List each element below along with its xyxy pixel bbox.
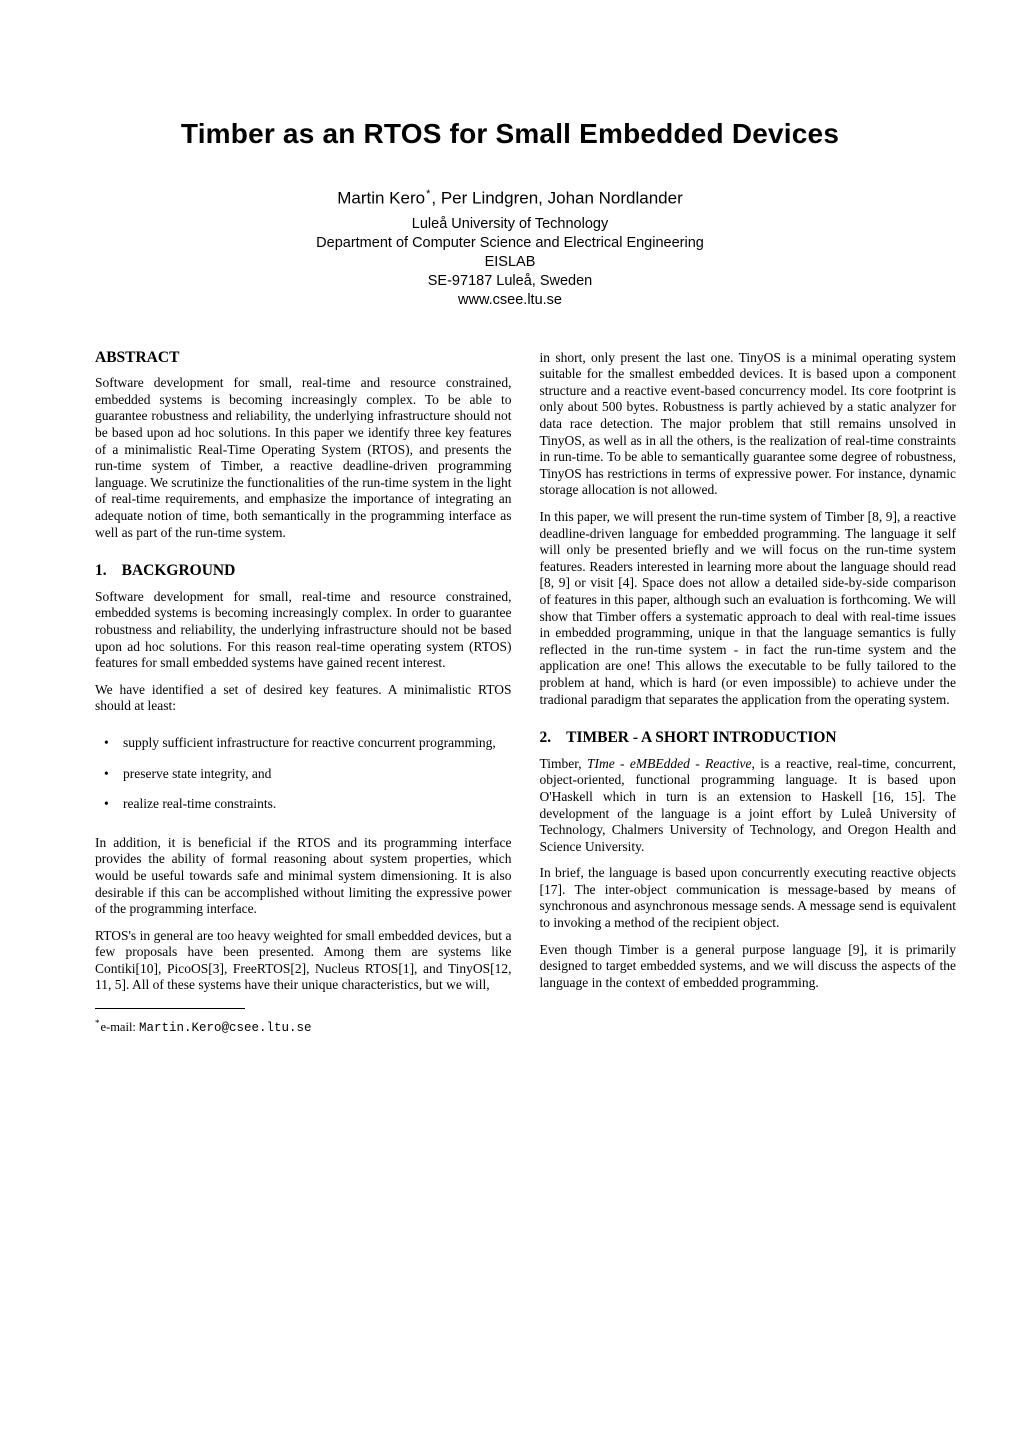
affiliation-line-department: Department of Computer Science and Electrical Engineering	[316, 234, 704, 251]
list-item	[95, 735, 512, 752]
list-item-text: supply sufficient infrastructure for reactive concurrent programming,	[123, 734, 496, 750]
affiliation-line-lab: EISLAB	[484, 253, 536, 270]
section2-heading	[540, 730, 957, 747]
paragraph: We have identified a set of desired key features. A minimalistic RTOS should at least:	[95, 681, 512, 714]
footnote-mark: *	[95, 1018, 100, 1029]
timber-acronym-italic: TIme - eMBEdded - Reactive	[586, 755, 752, 771]
list-item-text: preserve state integrity, and	[123, 765, 272, 781]
bullet-icon: •	[104, 765, 109, 781]
paragraph-text: , is a reactive, real-time, concurrent, object-oriented, functional programming language. It is based upon O'Haskell which in turn is an extension to Haskell [16, 15]. The development of the language is a joint effort by Luleå University of Technology, Chalmers University of Technology, and Oregon Health and Science University.	[539, 755, 956, 854]
section2-title: TIMBER - A SHORT INTRODUCTION	[566, 729, 837, 747]
section1-title: BACKGROUND	[121, 562, 236, 580]
section1-number: 1.	[95, 562, 107, 580]
footnote-rule	[95, 1008, 245, 1009]
bullet-icon: •	[104, 796, 109, 812]
affiliation-line-university: Luleå University of Technology	[411, 215, 609, 232]
author-name-main: Martin Kero	[337, 188, 426, 208]
abstract-heading: ABSTRACT	[95, 348, 180, 366]
affiliation-line-website: www.csee.ltu.se	[458, 291, 562, 308]
list-item	[95, 796, 512, 813]
paper-title: Timber as an RTOS for Small Embedded Devices	[180, 118, 840, 149]
paragraph: in short, only present the last one. TinyOS is a minimal operating system suitable for the smallest embedded devices. It is based upon a component structure and a reactive event-based concurrency model. Its core footprint is only about 500 bytes. Robustness is partly achieved by a static analyzer for data race detection. The major problem that still remains unsolved in TinyOS, as well as in all the others, is the realization of real-time constraints in run-time. To be able to semantically guarantee some degree of robustness, TinyOS has restrictions in terms of expressive power. For instance, dynamic storage allocation is not allowed.	[539, 349, 956, 498]
paragraph	[540, 756, 957, 856]
paragraph: RTOS's in general are too heavy weighted for small embedded devices, but a few proposals have been presented. Among them are systems like Contiki[10], PicoOS[3], FreeRTOS[2], Nucleus RTOS[1], and TinyOS[12, 11, 5]. All of these systems have their unique characteristics, but we will,	[95, 927, 512, 993]
list-item-text: realize real-time constraints.	[123, 796, 277, 812]
paragraph: In addition, it is beneficial if the RTOS and its programming interface provides the ability of formal reasoning about system properties, which would be useful towards safe and minimal system dimensioning. It is also desirable if this can be accomplished without limiting the expressive power of the programming interface.	[95, 834, 512, 917]
footnote-label: e-mail:	[100, 1020, 140, 1035]
paragraph: In this paper, we will present the run-time system of Timber [8, 9], a reactive deadline-driven language for embedded programming. The language it self will only be presented briefly and we will focus on the run-time system features. Readers interested in learning more about the language should read [8, 9] or visit [4]. Space does not allow a detailed side-by-side comparison of features in this paper, although such an evaluation is forthcoming. We will show that Timber offers a systematic approach to deal with real-time issues in embedded programming, unique in that the language semantics is fully reflected in the run-time system - in fact the run-time system and the application are one! This allows the executable to be fully tailored to the problem at hand, which is hard (or even impossible) to achieve under the tradional paradigm that separates the application from the operating system.	[539, 509, 956, 707]
author-names-rest: , Per Lindgren, Johan Nordlander	[431, 188, 683, 208]
list-item	[95, 766, 512, 783]
section2-number: 2.	[539, 729, 552, 747]
author-footnote-mark: *	[426, 188, 431, 200]
left-column	[95, 350, 512, 1037]
footnote-email: Martin.Kero@csee.ltu.se	[139, 1021, 312, 1036]
key-features-list	[95, 735, 512, 813]
paragraph-text: Timber,	[539, 755, 587, 771]
paragraph: In brief, the language is based upon concurrently executing reactive objects [17]. The inter-object communication is message-based by means of synchronous and asynchronous message sends. A message send is equivalent to invoking a method of the recipient object.	[539, 865, 956, 931]
bullet-icon: •	[104, 734, 109, 750]
section1-heading	[95, 563, 512, 580]
affiliation-block	[0, 215, 1020, 310]
footnote	[95, 1008, 512, 1036]
affiliation-line-address: SE-97187 Luleå, Sweden	[427, 272, 593, 289]
two-column-body	[95, 350, 956, 1037]
right-column	[540, 350, 957, 1037]
authors-line	[0, 188, 1020, 209]
abstract-paragraph: Software development for small, real-time and resource constrained, embedded systems is becoming increasingly complex. To be able to guarantee robustness and reliability, the underlying infrastructure should not be based upon ad hoc solutions. In this paper we identify three key features of a minimalistic Real-Time Operating System (RTOS), and presents the run-time system of Timber, a reactive deadline-driven programming language. We scrutinize the functionalities of the run-time system in the light of real-time requirements, and emphasize the importance of integrating an adequate notion of time, both semantically in the programming interface as well as part of the run-time system.	[95, 375, 512, 540]
paragraph: Software development for small, real-time and resource constrained, embedded systems is becoming increasingly complex. In order to guarantee robustness and reliability, the underlying infrastructure should not be based upon ad hoc solutions. For this reason real-time operating system (RTOS) features for small embedded systems have gained recent interest.	[95, 588, 512, 671]
paragraph: Even though Timber is a general purpose language [9], it is primarily designed to target embedded systems, and we will discuss the aspects of the language in the context of embedded programming.	[539, 941, 956, 990]
